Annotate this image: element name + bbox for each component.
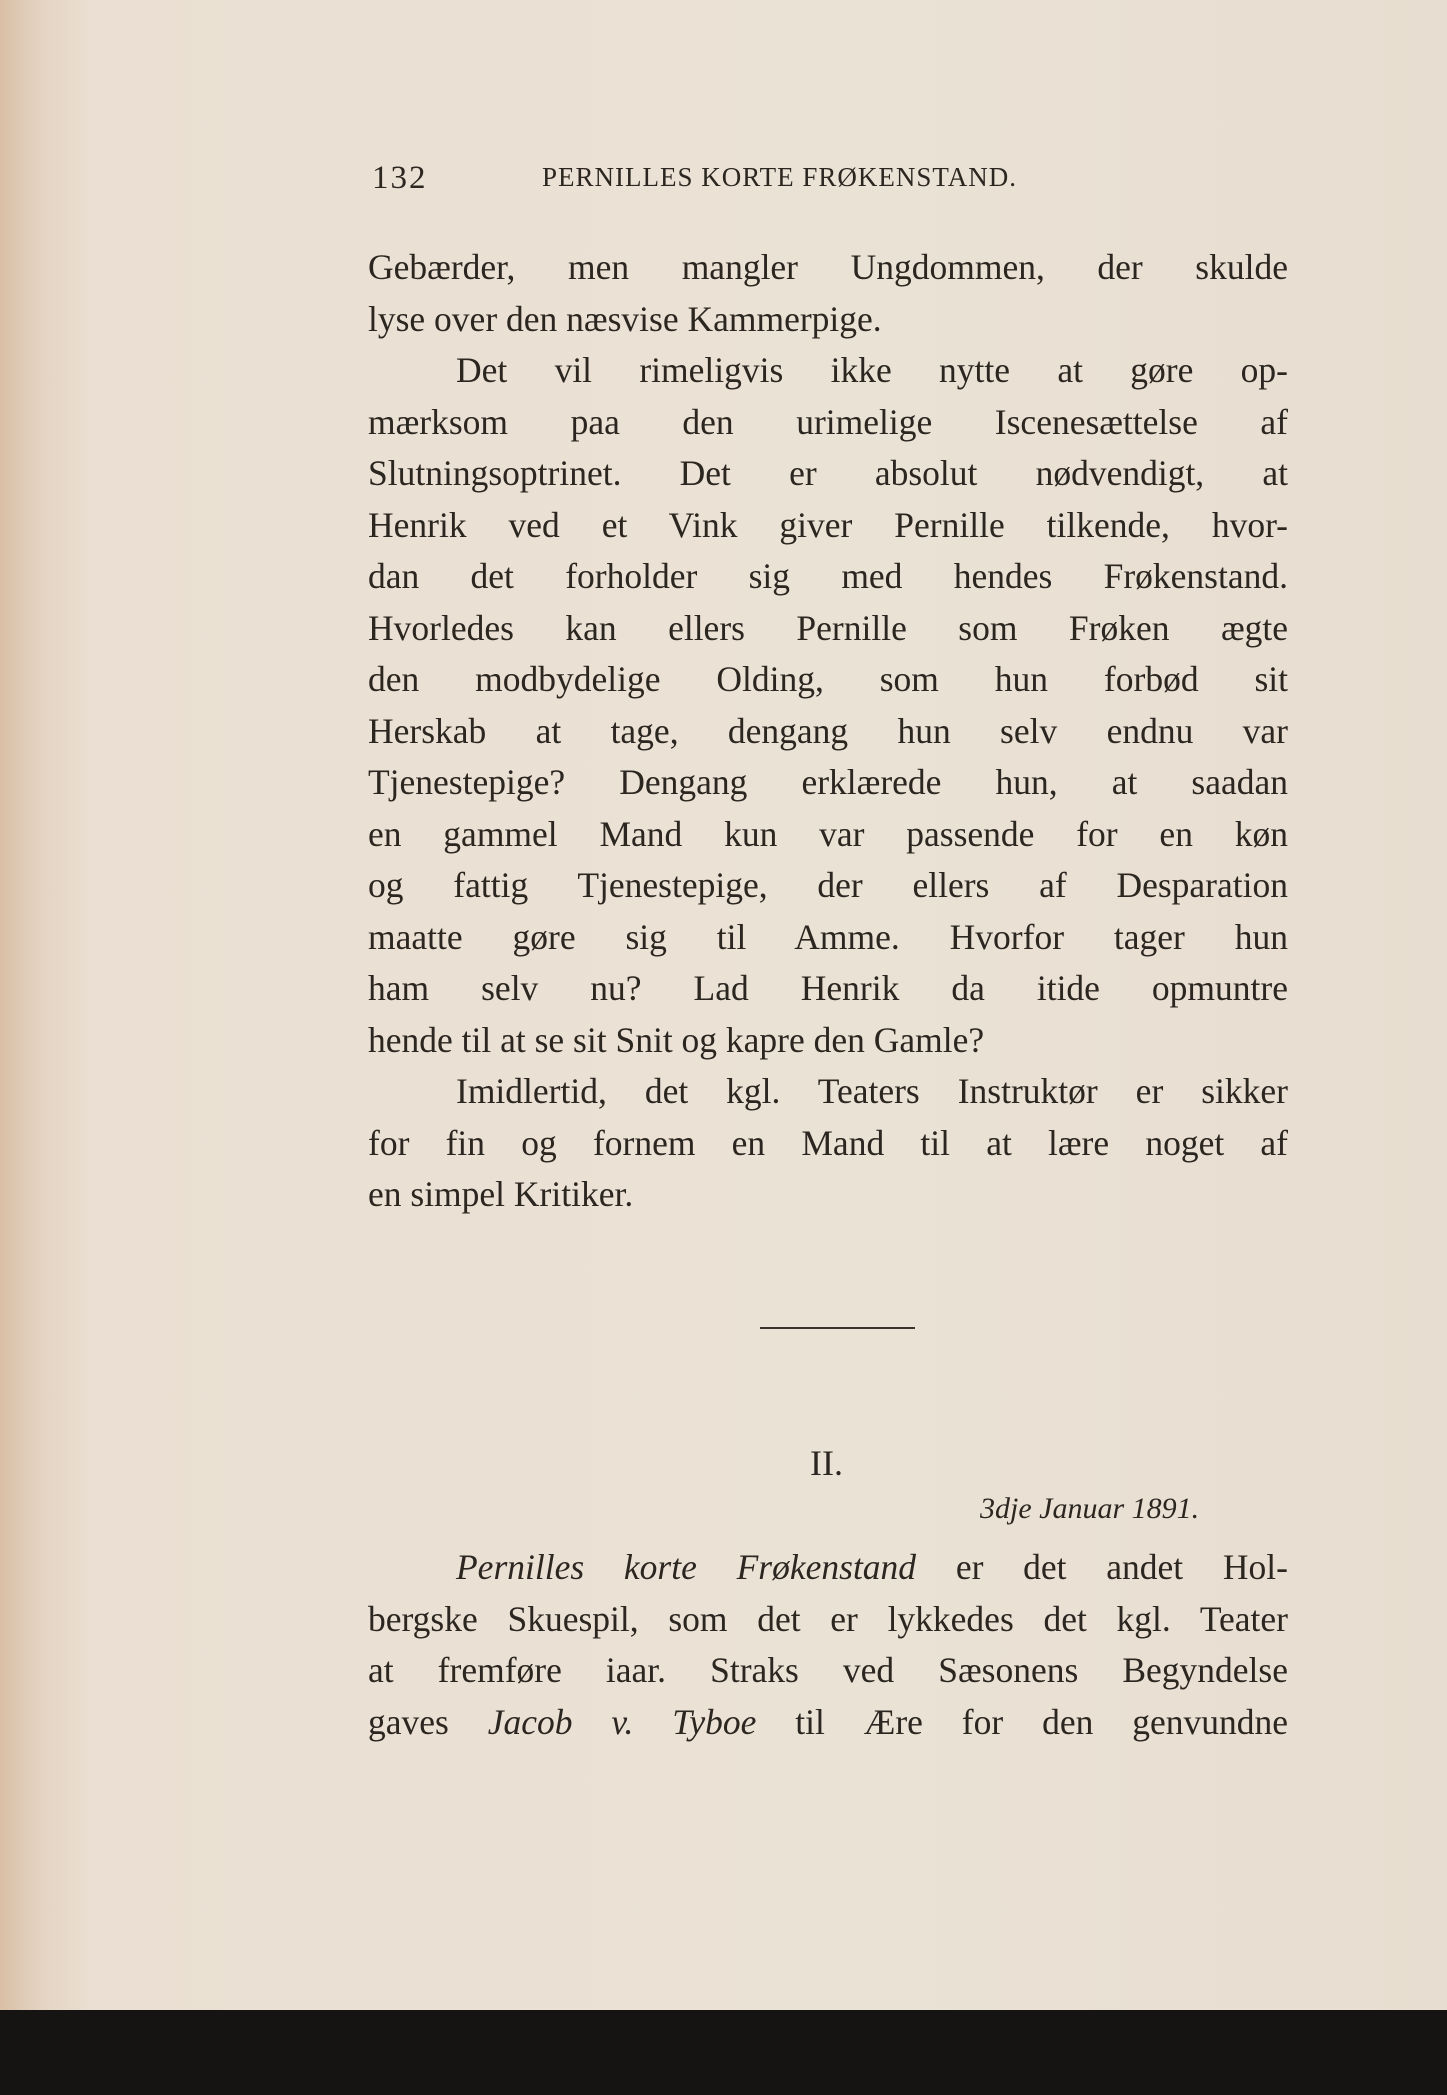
- page-number: 132: [372, 160, 428, 196]
- paragraph-4: [368, 1542, 1288, 1748]
- text-line: Herskab at tage, dengang hun selv endnu var: [368, 710, 1288, 751]
- text-line: Slutningsoptrinet. Det er absolut nødvendigt, at: [368, 453, 1288, 493]
- text-line: for fin og fornem en Mand til at lære noget af: [368, 1122, 1288, 1163]
- section-date: 3dje Januar 1891.: [980, 1492, 1200, 1525]
- text-line: at fremføre iaar. Straks ved Sæsonens Begyndelse: [368, 1650, 1288, 1690]
- text-line: den modbydelige Olding, som hun forbød sit: [368, 659, 1288, 699]
- text-line: mærksom paa den urimelige Iscenesættelse af: [368, 401, 1288, 442]
- play-title: Jacob v. Tyboe: [487, 1701, 757, 1742]
- page-header: [372, 158, 1132, 198]
- text-line: en simpel Kritiker.: [368, 1174, 634, 1214]
- paragraph-3: [368, 1066, 1288, 1221]
- text-line: Gebærder, men mangler Ungdommen, der skulde: [368, 247, 1288, 287]
- text-line: ham selv nu? Lad Henrik da itide opmuntre: [368, 968, 1288, 1008]
- text-line: maatte gøre sig til Amme. Hvorfor tager hun: [368, 916, 1288, 957]
- text-line: Henrik ved et Vink giver Pernille tilkende, hvor-: [368, 504, 1288, 545]
- running-title: PERNILLES KORTE FRØKENSTAND.: [542, 162, 1017, 192]
- text-line: dan det forholder sig med hendes Frøkenstand.: [368, 556, 1288, 596]
- paragraph-2: [368, 345, 1288, 1066]
- text-line: lyse over den næsvise Kammerpige.: [368, 298, 882, 339]
- text-line: Imidlertid, det kgl. Teaters Instruktør er sikker: [456, 1071, 1288, 1111]
- text-fragment: er det andet Hol-: [916, 1547, 1288, 1587]
- text-line: en gammel Mand kun var passende for en køn: [368, 813, 1288, 854]
- text-line: og fattig Tjenestepige, der ellers af Desparation: [368, 865, 1288, 905]
- text-line: hende til at se sit Snit og kapre den Gamle?: [368, 1019, 985, 1060]
- text-line: Tjenestepige? Dengang erklærede hun, at saadan: [368, 762, 1288, 802]
- section-divider: [760, 1327, 915, 1329]
- text-line: bergske Skuespil, som det er lykkedes det kgl. Teater: [368, 1598, 1288, 1639]
- text-line: [368, 1542, 1288, 1594]
- scan-edge-shadow: [0, 2010, 1447, 2095]
- text-line: [368, 1697, 1288, 1749]
- play-title: Pernilles korte Frøkenstand: [456, 1547, 917, 1587]
- section-number: II.: [810, 1443, 843, 1483]
- paragraph-1: [368, 242, 1288, 345]
- text-line: Hvorledes kan ellers Pernille som Frøken ægte: [368, 607, 1288, 648]
- text-line: Det vil rimeligvis ikke nytte at gøre op-: [456, 350, 1288, 390]
- text-fragment: til Ære for den genvundne: [756, 1701, 1288, 1742]
- text-fragment: gaves: [368, 1701, 488, 1742]
